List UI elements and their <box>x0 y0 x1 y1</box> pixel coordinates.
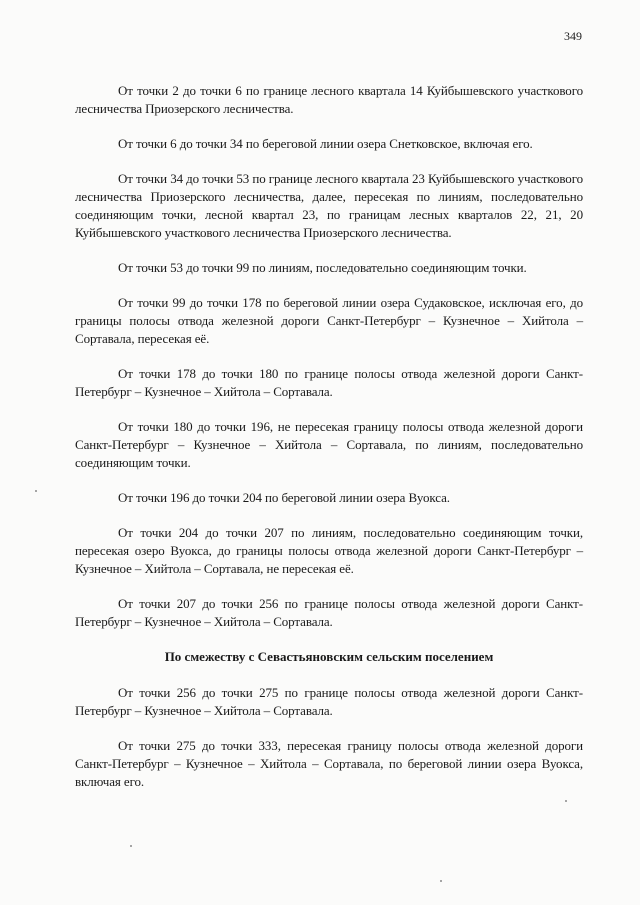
paragraph: От точки 2 до точки 6 по границе лесного квартала 14 Куйбышевского участкового лесничества Приозерского лесничества. <box>75 83 583 116</box>
paragraph: От точки 34 до точки 53 по границе лесного квартала 23 Куйбышевского участкового лесничества Приозерского лесничества, далее, пересекая по линиям, последовательно соединяющим точки, лесной квартал 23, по границам лесных кварталов 22, 21, 20 Куйбышевского участкового лесничества Приозерского лесничества. <box>75 171 583 240</box>
paragraph: От точки 275 до точки 333, пересекая границу полосы отвода железной дороги Санкт-Петербург – Кузнечное – Хийтола – Сортавала, по береговой линии озера Вуокса, включая его. <box>75 738 583 789</box>
paragraph: От точки 204 до точки 207 по линиям, последовательно соединяющим точки, пересекая озеро Вуокса, до границы полосы отвода железной дороги Санкт-Петербург – Кузнечное – Хийтола – Сортавала, не пересекая её. <box>75 525 583 576</box>
paragraph: От точки 180 до точки 196, не пересекая границу полосы отвода железной дороги Санкт-Петербург – Кузнечное – Хийтола – Сортавала, по линиям, последовательно соединяющим точки. <box>75 419 583 470</box>
paragraph: От точки 256 до точки 275 по границе полосы отвода железной дороги Санкт-Петербург – Кузнечное – Хийтола – Сортавала. <box>75 685 583 718</box>
document-body <box>75 82 583 808</box>
section-heading: По смежеству с Севастьяновским сельским поселением <box>164 649 494 664</box>
page-number: 349 <box>564 29 582 43</box>
paragraph: От точки 53 до точки 99 по линиям, последовательно соединяющим точки. <box>118 260 527 275</box>
scan-speck <box>35 490 37 492</box>
paragraph: От точки 178 до точки 180 по границе полосы отвода железной дороги Санкт-Петербург – Кузнечное – Хийтола – Сортавала. <box>75 366 583 399</box>
paragraph: От точки 99 до точки 178 по береговой линии озера Судаковское, исключая его, до границы полосы отвода железной дороги Санкт-Петербург – Кузнечное – Хийтола – Сортавала, пересекая её. <box>75 295 583 346</box>
scan-speck <box>565 800 567 802</box>
paragraph: От точки 207 до точки 256 по границе полосы отвода железной дороги Санкт-Петербург – Кузнечное – Хийтола – Сортавала. <box>75 596 583 629</box>
paragraph: От точки 6 до точки 34 по береговой линии озера Снетковское, включая его. <box>118 136 533 151</box>
scan-speck <box>440 880 442 882</box>
paragraph: От точки 196 до точки 204 по береговой линии озера Вуокса. <box>118 490 450 505</box>
scan-speck <box>130 845 132 847</box>
